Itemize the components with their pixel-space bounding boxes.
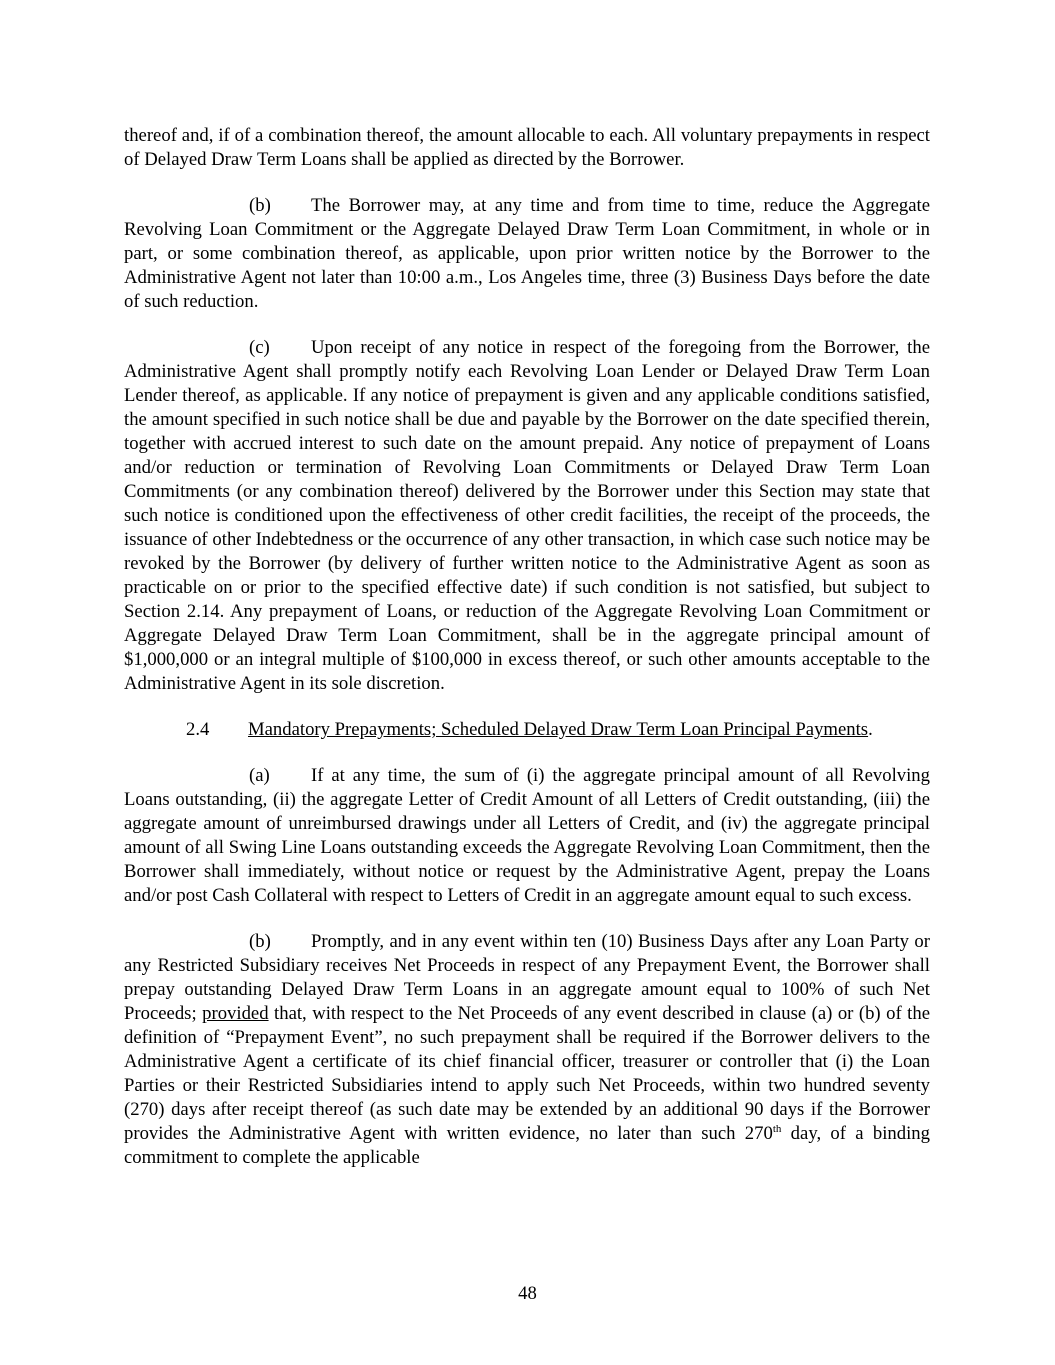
- paragraph-text: that, with respect to the Net Proceeds of any event described in clause (a) or (b) of the definition of “Prepayment Event”, no such prepayment shall be required if the Borrower delivers to the Administrative Agent a certificate of its chief financial officer, treasurer or controller that (i) the Loan Parties or their Restricted Subsidiaries intend to apply such Net Proceeds, within two hundred seventy (270) days after receipt thereof (as such date may be extended by an additional 90 days if the Borrower provides the Administrative Agent with written evidence, no later than such 270: [124, 1003, 930, 1144]
- paragraph-2-3-b: [124, 194, 930, 314]
- paragraph-text: Promptly, and in any event within ten (10) Business Days after any Loan Party or any Restricted Subsidiary receives Net Proceeds in respect of any Prepayment Event, the Borrower shall prepay outstanding Delayed Draw Term Loans in an aggregate amount equal to 100% of such Net Proceeds;: [124, 931, 930, 1024]
- paragraph-2-4-a: [124, 764, 930, 908]
- clause-label: (b): [249, 931, 271, 952]
- paragraph-continuation: [124, 124, 930, 172]
- paragraph-text: Upon receipt of any notice in respect of the foregoing from the Borrower, the Administrative Agent shall promptly notify each Revolving Loan Lender or Delayed Draw Term Loan Lender thereof, as applicable. If any notice of prepayment is given and any applicable conditions satisfied, the amount specified in such notice shall be due and payable by the Borrower on the date specified therein, together with accrued interest to such date on the amount prepaid. Any notice of prepayment of Loans and/or reduction or termination of Revolving Loan Commitments or Delayed Draw Term Loan Commitments (or any combination thereof) delivered by the Borrower under this Section may state that such notice is conditioned upon the effectiveness of other credit facilities, the receipt of the proceeds, the issuance of other Indebtedness or the occurrence of any other transaction, in which case such notice may be revoked by the Borrower (by delivery of further written notice to the Administrative Agent as soon as practicable on or prior to the specified effective date) if such condition is not satisfied, but subject to Section 2.14. Any prepayment of Loans, or reduction of the Aggregate Revolving Loan Commitment or Aggregate Delayed Draw Term Loan Commitment, shall be in the aggregate principal amount of $1,000,000 or an integral multiple of $100,000 in excess thereof, or such other amounts acceptable to the Administrative Agent in its sole discretion.: [124, 337, 930, 694]
- clause-label: (b): [249, 195, 271, 216]
- document-page: [124, 124, 930, 1170]
- clause-label: (a): [249, 765, 270, 786]
- paragraph-2-3-c: [124, 336, 930, 696]
- provided-term: provided: [202, 1003, 269, 1024]
- section-title: Mandatory Prepayments; Scheduled Delayed Draw Term Loan Principal Payments: [248, 719, 869, 740]
- section-number: 2.4: [186, 719, 210, 740]
- page-number: 48: [518, 1283, 537, 1304]
- section-heading-2-4: [124, 718, 930, 742]
- ordinal-suffix: th: [772, 1122, 782, 1135]
- section-title-period: .: [868, 719, 873, 740]
- paragraph-text: day, of a binding commitment to complete the applicable: [124, 1123, 930, 1168]
- paragraph-text: If at any time, the sum of (i) the aggregate principal amount of all Revolving Loans outstanding, (ii) the aggregate Letter of Credit Amount of all Letters of Credit outstanding, (iii) the aggregate amount of unreimbursed drawings under all Letters of Credit, and (iv) the aggregate principal amount of all Swing Line Loans outstanding exceeds the Aggregate Revolving Loan Commitment, then the Borrower shall immediately, without notice or request by the Administrative Agent, prepay the Loans and/or post Cash Collateral with respect to Letters of Credit in an aggregate amount equal to such excess.: [124, 765, 930, 906]
- clause-label: (c): [249, 337, 270, 358]
- paragraph-2-4-b: [124, 930, 930, 1170]
- paragraph-text: thereof and, if of a combination thereof, the amount allocable to each. All voluntary prepayments in respect of Delayed Draw Term Loans shall be applied as directed by the Borrower.: [124, 125, 930, 170]
- paragraph-text: The Borrower may, at any time and from time to time, reduce the Aggregate Revolving Loan Commitment or the Aggregate Delayed Draw Term Loan Commitment, in whole or in part, or some combination thereof, as applicable, upon prior written notice by the Borrower to the Administrative Agent not later than 10:00 a.m., Los Angeles time, three (3) Business Days before the date of such reduction.: [124, 195, 930, 312]
